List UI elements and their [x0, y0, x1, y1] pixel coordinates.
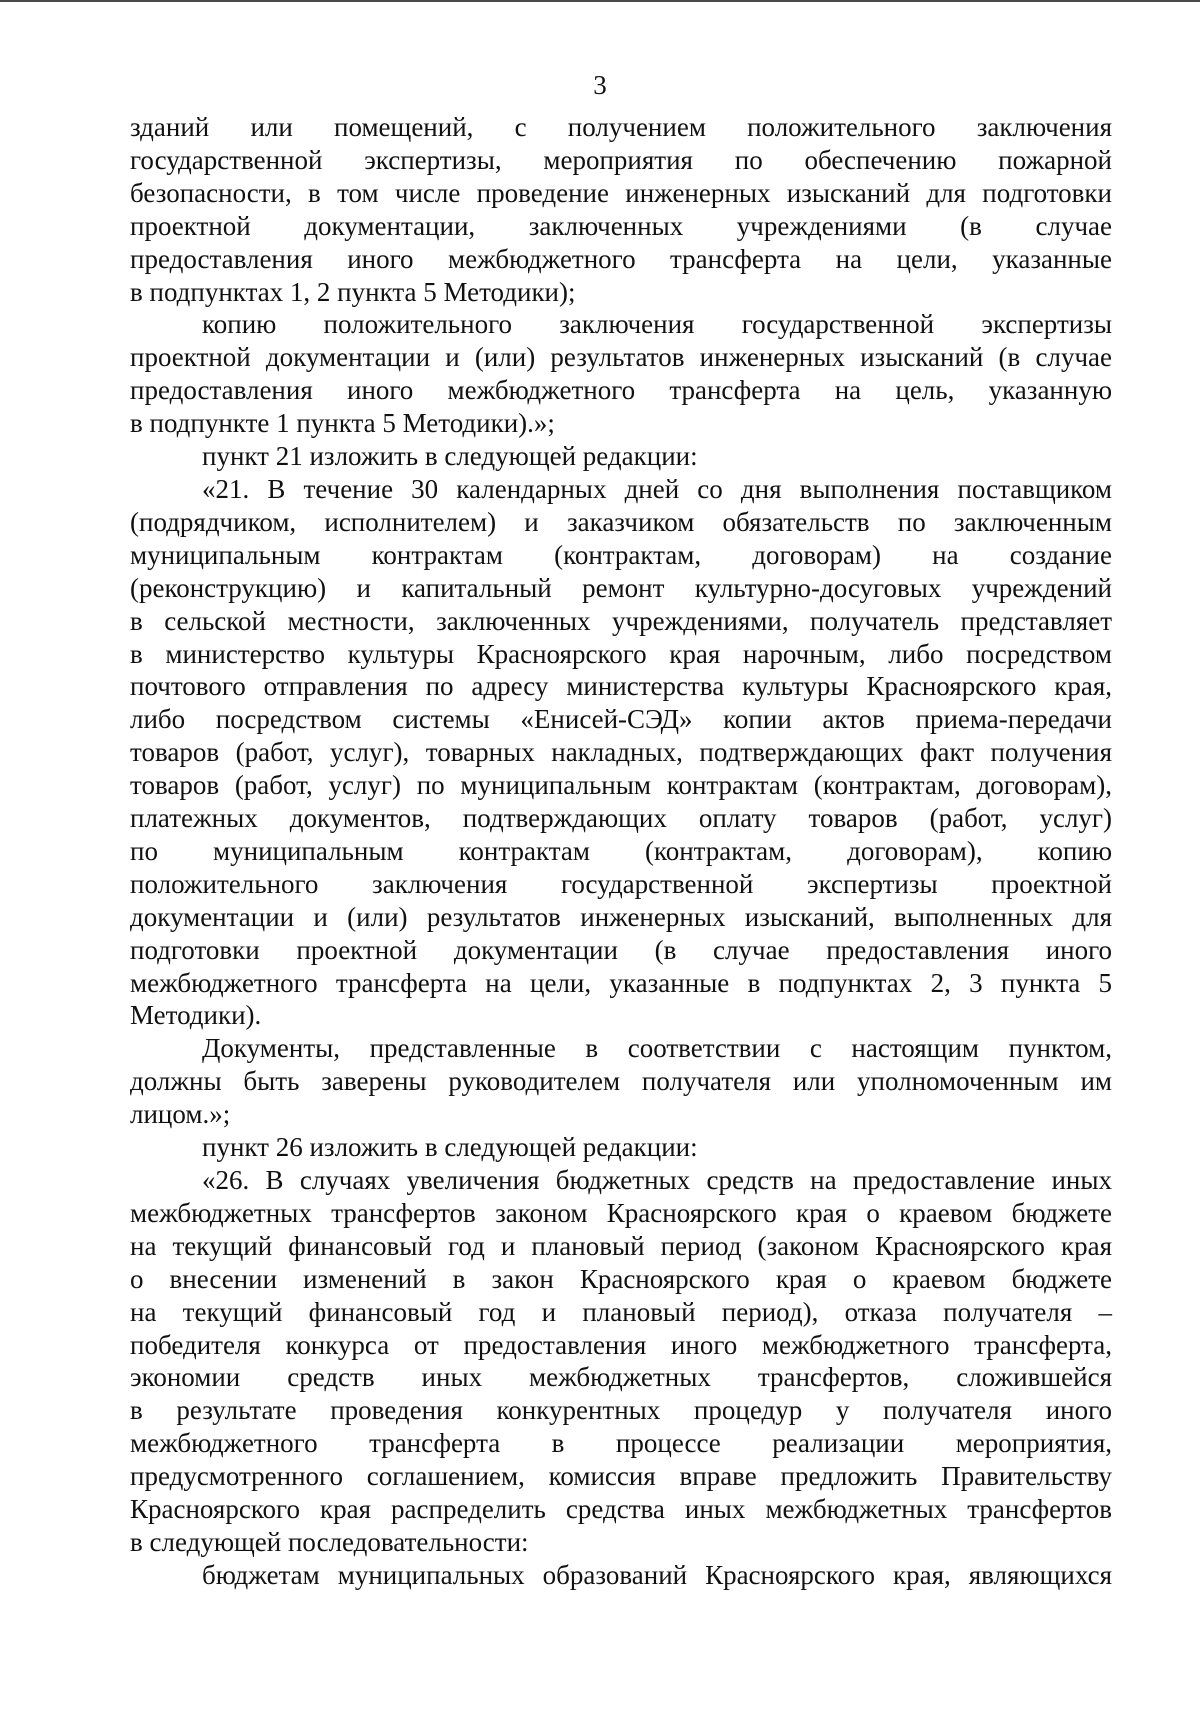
text-line: товаров (работ, услуг), товарных накладных, подтверждающих факт получения — [130, 737, 1112, 768]
paragraph-p3 — [130, 440, 1112, 473]
text-line: предусмотренного соглашением, комиссия вправе предложить Правительству — [130, 1461, 1112, 1492]
text-line: лицом.»; — [130, 1099, 231, 1130]
text-line: пункт 26 изложить в следующей редакции: — [202, 1132, 698, 1163]
paragraph-p2 — [130, 308, 1112, 440]
text-line: муниципальным контрактам (контрактам, договорам) на создание — [130, 539, 1112, 570]
text-line: проектной документации и (или) результатов инженерных изысканий (в случае — [130, 342, 1112, 373]
paragraph-p5 — [130, 1032, 1112, 1131]
document-body — [130, 111, 1112, 1592]
text-line: предоставления иного межбюджетного трансферта на цель, указанную — [130, 375, 1112, 406]
paragraph-p7 — [130, 1164, 1112, 1559]
text-line: государственной экспертизы, мероприятия по обеспечению пожарной — [130, 144, 1112, 175]
text-line: копию положительного заключения государственной экспертизы — [202, 309, 1112, 340]
text-line: «26. В случаях увеличения бюджетных средств на предоставление иных — [202, 1165, 1112, 1195]
text-line: предоставления иного межбюджетного трансферта на цели, указанные — [130, 243, 1112, 274]
text-line: Красноярского края распределить средства иных межбюджетных трансфертов — [130, 1494, 1112, 1525]
text-line: (реконструкцию) и капитальный ремонт культурно-досуговых учреждений — [130, 572, 1112, 603]
text-line: на текущий финансовый год и плановый период), отказа получателя – — [130, 1296, 1112, 1327]
text-line: межбюджетного трансферта на цели, указанные в подпунктах 2, 3 пункта 5 — [130, 967, 1112, 998]
page-top-edge — [0, 0, 1200, 2]
text-line: межбюджетного трансферта в процессе реализации мероприятия, — [130, 1428, 1112, 1459]
text-line: экономии средств иных межбюджетных трансфертов, сложившейся — [130, 1362, 1112, 1393]
text-line: на текущий финансовый год и плановый период (законом Красноярского края — [130, 1230, 1112, 1261]
text-line: либо посредством системы «Енисей-СЭД» копии актов приема-передачи — [130, 704, 1112, 735]
text-line: безопасности, в том числе проведение инженерных изысканий для подготовки — [130, 177, 1112, 208]
text-line: победителя конкурса от предоставления иного межбюджетного трансферта, — [130, 1329, 1112, 1360]
text-line: должны быть заверены руководителем получателя или уполномоченным им — [130, 1066, 1112, 1097]
text-line: в подпункте 1 пункта 5 Методики).»; — [130, 408, 555, 439]
text-line: проектной документации, заключенных учреждениями (в случае — [130, 210, 1112, 241]
text-line: «21. В течение 30 календарных дней со дня выполнения поставщиком — [202, 473, 1112, 504]
text-line: в подпунктах 1, 2 пункта 5 Методики); — [130, 276, 576, 307]
text-line: пункт 21 изложить в следующей редакции: — [202, 441, 698, 472]
text-line: межбюджетных трансфертов законом Красноярского края о краевом бюджете — [130, 1197, 1112, 1228]
text-line: платежных документов, подтверждающих оплату товаров (работ, услуг) — [130, 803, 1112, 834]
page-number: 3 — [593, 70, 607, 100]
paragraph-p4 — [130, 473, 1112, 1032]
text-line: бюджетам муниципальных образований Красноярского края, являющихся — [202, 1559, 1112, 1590]
text-line: подготовки проектной документации (в случае предоставления иного — [130, 934, 1112, 965]
text-line: (подрядчиком, исполнителем) и заказчиком обязательств по заключенным — [130, 506, 1112, 537]
text-line: в результате проведения конкурентных процедур у получателя иного — [130, 1395, 1112, 1426]
text-line: по муниципальным контрактам (контрактам, договорам), копию — [130, 835, 1112, 866]
text-line: зданий или помещений, с получением положительного заключения — [130, 112, 1112, 142]
text-line: документации и (или) результатов инженерных изысканий, выполненных для — [130, 901, 1112, 932]
text-line: товаров (работ, услуг) по муниципальным контрактам (контрактам, договорам), — [130, 770, 1112, 801]
text-line: о внесении изменений в закон Красноярского края о краевом бюджете — [130, 1263, 1112, 1294]
text-line: почтового отправления по адресу министерства культуры Красноярского края, — [130, 671, 1112, 702]
text-line: в следующей последовательности: — [130, 1526, 529, 1557]
text-line: в сельской местности, заключенных учреждениями, получатель представляет — [130, 605, 1112, 636]
paragraph-p6 — [130, 1131, 1112, 1164]
text-line: положительного заключения государственной экспертизы проектной — [130, 868, 1112, 899]
text-line: Документы, представленные в соответствии с настоящим пунктом, — [202, 1033, 1112, 1064]
paragraph-p8 — [130, 1559, 1112, 1592]
text-line: в министерство культуры Красноярского края нарочным, либо посредством — [130, 638, 1112, 669]
paragraph-p1 — [130, 111, 1112, 308]
text-line: Методики). — [130, 1000, 262, 1031]
